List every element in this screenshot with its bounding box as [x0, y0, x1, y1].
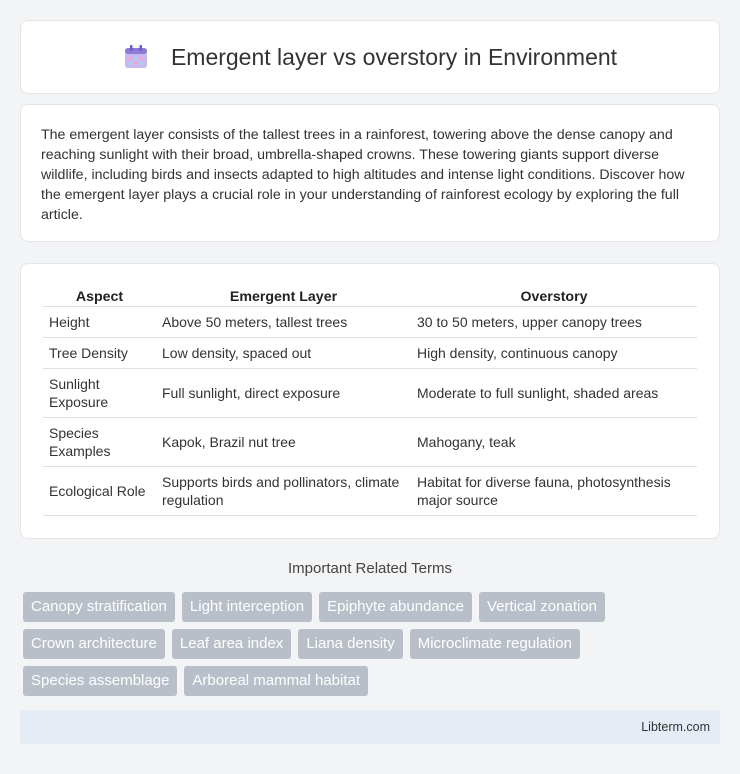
- table-row: [43, 369, 697, 418]
- table-cell: 30 to 50 meters, upper canopy trees: [411, 307, 697, 338]
- calendar-icon: [123, 44, 149, 70]
- column-header: Aspect: [43, 286, 156, 307]
- title-card: [20, 20, 720, 94]
- related-terms-heading: Important Related Terms: [288, 560, 452, 577]
- table-cell: Moderate to full sunlight, shaded areas: [411, 369, 697, 418]
- table-cell: Habitat for diverse fauna, photosynthesis major source: [411, 467, 697, 516]
- table-cell: Full sunlight, direct exposure: [156, 369, 411, 418]
- table-cell: High density, continuous canopy: [411, 338, 697, 369]
- table-row: [43, 338, 697, 369]
- related-term-tag[interactable]: Epiphyte abundance: [319, 592, 472, 622]
- page-title: Emergent layer vs overstory in Environment: [170, 43, 618, 70]
- related-term-tag[interactable]: Leaf area index: [172, 629, 291, 659]
- related-term-tag[interactable]: Canopy stratification: [23, 592, 175, 622]
- table-cell: Low density, spaced out: [156, 338, 411, 369]
- table-header-row: [43, 286, 697, 307]
- table-row: [43, 418, 697, 467]
- column-header: Overstory: [411, 286, 697, 307]
- table-cell: Sunlight Exposure: [43, 369, 156, 418]
- related-term-tag[interactable]: Light interception: [182, 592, 312, 622]
- table-row: [43, 307, 697, 338]
- table-cell: Kapok, Brazil nut tree: [156, 418, 411, 467]
- column-header: Emergent Layer: [156, 286, 411, 307]
- table-cell: Mahogany, teak: [411, 418, 697, 467]
- related-term-tag[interactable]: Arboreal mammal habitat: [184, 666, 368, 696]
- table-cell: Above 50 meters, tallest trees: [156, 307, 411, 338]
- comparison-card: [20, 263, 720, 539]
- table-cell: Supports birds and pollinators, climate regulation: [156, 467, 411, 516]
- intro-card: [20, 104, 720, 242]
- related-term-tag[interactable]: Microclimate regulation: [410, 629, 580, 659]
- table-cell: Tree Density: [43, 338, 156, 369]
- related-term-tag[interactable]: Vertical zonation: [479, 592, 605, 622]
- table-cell: Height: [43, 307, 156, 338]
- related-term-tag[interactable]: Species assemblage: [23, 666, 177, 696]
- comparison-table: [43, 286, 697, 516]
- table-row: [43, 467, 697, 516]
- related-terms-list: [23, 592, 723, 696]
- related-term-tag[interactable]: Liana density: [298, 629, 402, 659]
- related-term-tag[interactable]: Crown architecture: [23, 629, 165, 659]
- table-cell: Ecological Role: [43, 467, 156, 516]
- intro-paragraph: The emergent layer consists of the tallest trees in a rainforest, towering above the dense canopy and reaching sunlight with their broad, umbrella-shaped crowns. These towering giants support diverse wildlife, including birds and insects adapted to high altitudes and intense light conditions. Discover how the emergent layer plays a crucial role in your understanding of rainforest ecology by exploring the full article.: [41, 127, 685, 223]
- footer-brand-link[interactable]: Libterm.com: [641, 720, 710, 734]
- footer: [20, 710, 720, 744]
- table-cell: Species Examples: [43, 418, 156, 467]
